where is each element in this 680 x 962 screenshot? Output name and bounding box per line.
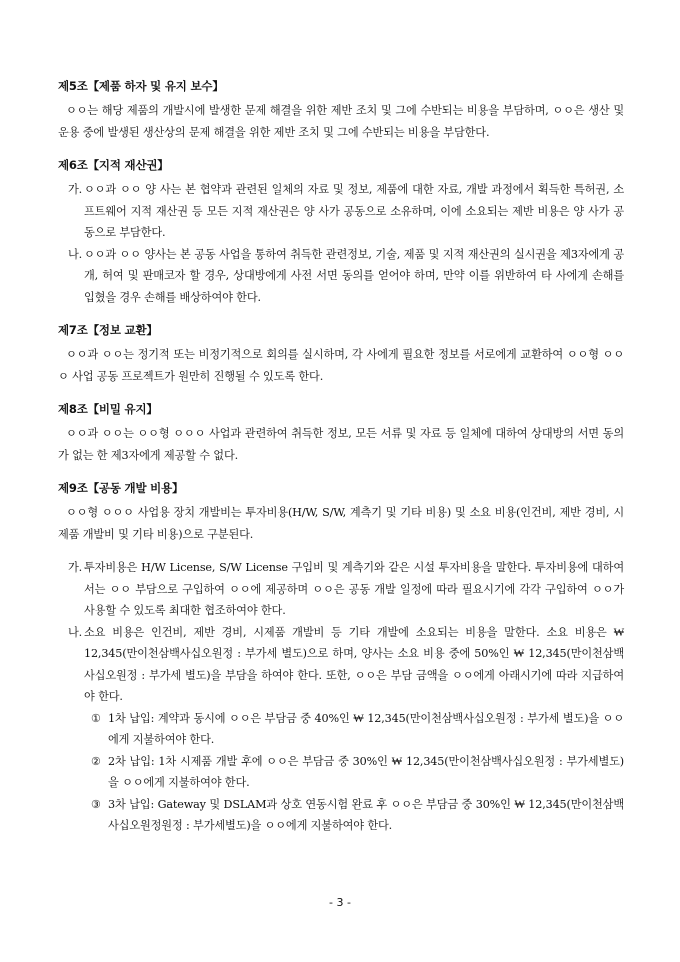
sub-item-marker: ② [91, 754, 101, 768]
item-marker: 가. [68, 183, 83, 196]
sub-item-text: 2차 납입: 1차 시제품 개발 후에 ㅇㅇ은 부담금 중 30%인 ₩ 12,345(만이천삼백사십오원정 : 부가세별도)을 ㅇㅇ에게 지불하여야 한다. [108, 754, 624, 789]
spacer [58, 545, 624, 557]
list-item [58, 557, 624, 622]
item-marker: 나. [68, 247, 83, 261]
sub-list-item [58, 751, 624, 794]
sub-list-item [58, 708, 624, 751]
article-9 [58, 480, 624, 837]
sub-item-marker: ③ [91, 797, 101, 811]
article-6 [58, 157, 624, 308]
list-item [58, 622, 624, 708]
list-item [58, 244, 624, 309]
sub-item-marker: ① [91, 711, 101, 725]
item-text: ㅇㅇ과 ㅇㅇ 양 사는 본 협약과 관련된 일체의 자료 및 정보, 제품에 대한 자료, 개발 과정에서 획득한 특허권, 소프트웨어 지적 재산권 등 모든 지적 재산권은 양 사가 공동으로 소유하며, 이에 소요되는 제반 비용은 양 사가 공동으로 부담한다. [84, 183, 624, 239]
article-7 [58, 322, 624, 387]
article-heading: 제5조【제품 하자 및 유지 보수】 [58, 79, 224, 93]
article-paragraph: ㅇㅇ는 해당 제품의 개발시에 발생한 문제 해결을 위한 제반 조치 및 그에 수반되는 비용을 부담하며, ㅇㅇ은 생산 및 운용 중에 발생된 생산상의 문제 해결을 위한 제반 조치 및 그에 수반되는 비용을 부담한다. [58, 104, 624, 139]
document-body [58, 78, 624, 851]
article-heading: 제9조【공동 개발 비용】 [58, 481, 184, 495]
sub-item-text: 3차 납입: Gateway 및 DSLAM과 상호 연동시험 완료 후 ㅇㅇ은 부담금 중 30%인 ₩ 12,345(만이천삼백사십오원정원정 : 부가세별도)을 ㅇㅇ에게 지불하여야 한다. [108, 797, 624, 832]
sub-list-item [58, 794, 624, 837]
item-text: 투자비용은 H/W License, S/W License 구입비 및 계측기와 같은 시설 투자비용을 말한다. 투자비용에 대하여서는 ㅇㅇ 부담으로 구입하여 ㅇㅇ에 제공하며 ㅇㅇ은 공동 개발 일정에 따라 필요시기에 각각 구입하여 ㅇㅇ가 사용할 수 있도록 최대한 협조하여야 한다. [84, 561, 624, 617]
article-heading: 제7조【정보 교환】 [58, 323, 158, 337]
article-heading: 제8조【비밀 유지】 [58, 402, 158, 416]
list-item [58, 179, 624, 244]
item-text: ㅇㅇ과 ㅇㅇ 양사는 본 공동 사업을 통하여 취득한 관련정보, 기술, 제품 및 지적 재산권의 실시권을 제3자에게 공개, 허여 및 판매코자 할 경우, 상대방에게 사전 서면 동의를 얻어야 하며, 만약 이를 위반하여 타 사에게 손해를 입혔을 경우 손해를 배상하여야 한다. [84, 247, 624, 304]
article-5 [58, 78, 624, 143]
article-paragraph: ㅇㅇ과 ㅇㅇ는 ㅇㅇ형 ㅇㅇㅇ 사업과 관련하여 취득한 정보, 모든 서류 및 자료 등 일체에 대하여 상대방의 서면 동의가 없는 한 제3자에게 제공할 수 없다. [58, 427, 624, 462]
item-text: 소요 비용은 인건비, 제반 경비, 시제품 개발비 등 기타 개발에 소요되는 비용을 말한다. 소요 비용은 ₩ 12,345(만이천삼백사십오원정 : 부가세 별도)으로 하며, 양사는 소요 비용 중에 50%인 ₩ 12,345(만이천삼백사십오원정 : 부가세 별도)을 부담을 하여야 한다. 또한, ㅇㅇ은 부담 금액을 ㅇㅇ에게 아래시기에 따라 지급하여야 한다. [84, 625, 624, 703]
article-8 [58, 401, 624, 466]
sub-item-text: 1차 납입: 계약과 동시에 ㅇㅇ은 부담금 중 40%인 ₩ 12,345(만이천삼백사십오원정 : 부가세 별도)을 ㅇㅇ에게 지불하여야 한다. [108, 711, 624, 746]
article-paragraph: ㅇㅇ과 ㅇㅇ는 정기적 또는 비정기적으로 회의를 실시하며, 각 사에게 필요한 정보를 서로에게 교환하여 ㅇㅇ형 ㅇㅇㅇ 사업 공동 프로젝트가 원만히 진행될 수 있도록 한다. [58, 348, 624, 383]
article-paragraph: ㅇㅇ형 ㅇㅇㅇ 사업용 장치 개발비는 투자비용(H/W, S/W, 계측기 및 기타 비용) 및 소요 비용(인건비, 제반 경비, 시제품 개발비 및 기타 비용)으로 구분된다. [58, 506, 624, 541]
article-heading: 제6조【지적 재산권】 [58, 158, 169, 172]
item-marker: 나. [68, 625, 83, 639]
item-marker: 가. [68, 561, 83, 574]
page-number: - 3 - [329, 896, 351, 909]
